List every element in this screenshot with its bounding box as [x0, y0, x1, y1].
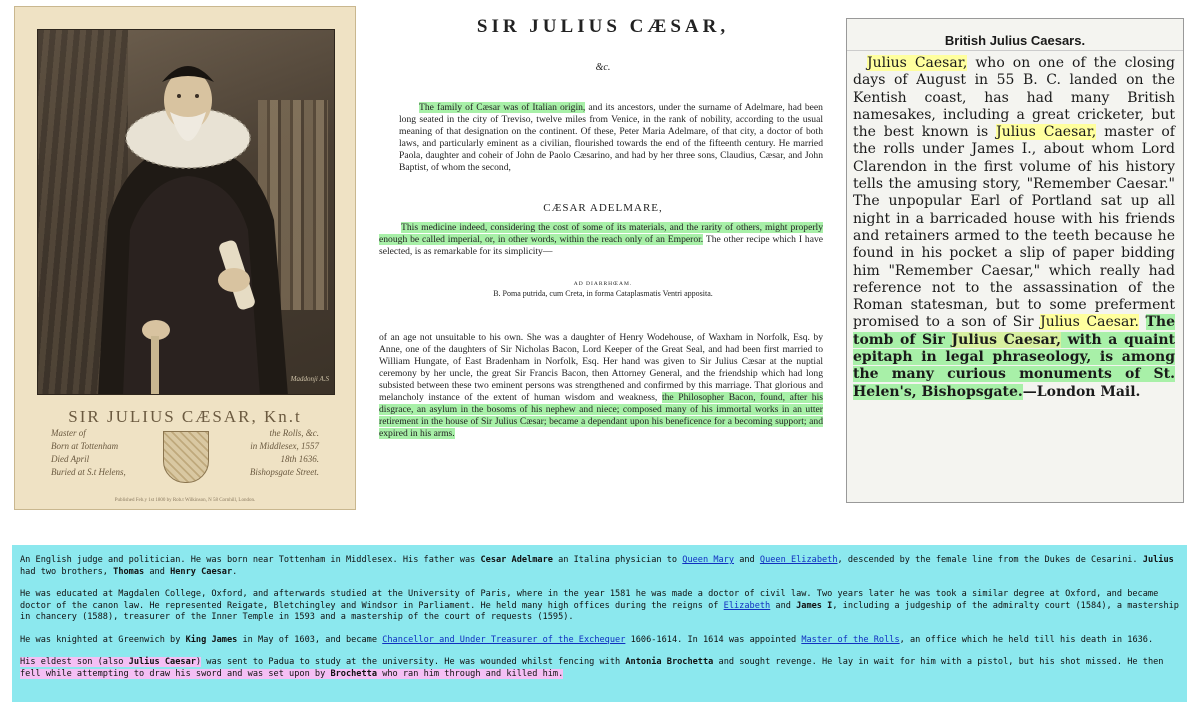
paragraph-text: The other recipe which I have selected, is as remarkable for its simplicity—	[379, 234, 824, 257]
highlight-green: the Philosopher Bacon, found, after his disgrace, an asylum in the bosoms of his nephew and niece; composed many of his immortal works in an utter retirement in the house of Sir Julius Cæsar; became a dependant upon his beneficence for a becoming support; and expired in his arms.	[379, 392, 823, 439]
bio-text: He was knighted at Greenwich by	[20, 634, 186, 645]
bio-text: An English judge and politician. He was born near Tottenham in Middlesex. His father was	[20, 555, 481, 565]
bio-keyword: Antonia Brochetta	[625, 657, 714, 667]
bio-keyword: James I	[796, 600, 833, 611]
highlight-yellow: Julius Caesar,	[867, 55, 968, 71]
bio-text: and	[734, 555, 760, 565]
clipping-title: British Julius Caesars.	[847, 19, 1183, 51]
portrait-name: SIR JULIUS CÆSAR, Kn.t	[68, 407, 302, 426]
book-subheading: CÆSAR ADELMARE,	[543, 202, 663, 214]
bio-text: fell while attempting to draw his sword and was set upon by	[20, 668, 331, 679]
portrait-image	[37, 29, 335, 395]
caption-right: the Rolls, &c.	[269, 428, 319, 438]
bio-paragraph	[20, 657, 1179, 680]
bio-text: , including a judgeship of the admiralty court (1584), a mastership in chancery (1588), treasurer of the Inner Temple in 1593 and a mastership of the court of requests (1595).	[20, 600, 1179, 622]
caption-right: Bishopsgate Street.	[249, 467, 319, 477]
bio-keyword: Julius	[1142, 555, 1174, 565]
publisher-line: Published Feb.y 1st 1800 by Rob.t Wilkinson, N 58 Cornhill, London.	[114, 498, 256, 503]
clipping-text: who on one of the closing days of August in 55 B. C. landed on the Kentish coast, has had many British namesakes, including a great cricketer, but the best known is	[853, 55, 1175, 141]
book-paragraph-medicine	[379, 222, 823, 258]
book-paragraph-family	[399, 102, 823, 174]
link-queen-mary[interactable]: Queen Mary	[682, 555, 735, 565]
bio-text: had two brothers,	[20, 566, 114, 577]
bio-text: and	[770, 600, 797, 611]
sitter-figure	[38, 30, 335, 395]
paragraph-text: and its ancestors, under the surname of Adelmare, had been long seated in the city of Treviso, twelve miles from Venice, in the rank of nobility, according to the usual meaning of that designation on the continent. Of these, Peter Maria Adelmare, of that city, a doctor of both laws, and particularly eminent as a civilian, flourished towards the end of the fifteenth century. He married Paola, daughter and coheir of John de Paolo Cæsarino, and had by her three sons, Claudius, Cæsar, and John Baptist, of whom the second,	[399, 102, 823, 173]
bio-keyword: King James	[185, 634, 238, 645]
artist-mark: Maddonji A.S	[290, 375, 329, 383]
caption-left: Born at Tottenham	[51, 441, 119, 451]
book-etc: &c.	[595, 62, 611, 73]
bio-text: His eldest son (also	[20, 657, 129, 667]
caption-left: Buried at S.t Helens,	[51, 467, 126, 477]
highlight-yellow-green: Julius Caesar,	[951, 331, 1061, 348]
bio-text: .	[232, 566, 238, 577]
bio-text: , an office which he held till his death in 1636.	[899, 634, 1154, 645]
highlight-yellow: Julius Caesar.	[1040, 314, 1139, 331]
caption-left: Master of	[51, 428, 86, 438]
bio-text: an Italina physician to	[552, 555, 683, 565]
bio-text: , descended by the female line from the Dukes de Cesarini.	[837, 555, 1143, 565]
paragraph-text: of an age not unsuitable to his own. She was a daughter of Henry Wodehouse, of Waxham in Norfolk, Esq. by Anne, one of the daughters of Sir Nicholas Bacon, Lord Keeper of the Great Seal, and had been first married to William Hungate, of East Bradenham in Norfolk, Esq. Her hand was given to Sir Julius Cæsar at the nuptial ceremony by her uncle, the great Sir Francis Bacon, then Attorney General, and the friendship which had long subsisted between these two eminent persons was strengthened and confirmed by this marriage. That glorious and melancholy instance of the extent of human wisdom and weakness,	[379, 332, 823, 403]
clipping-source: —London Mail.	[1022, 383, 1141, 400]
bio-text: was sent to Padua to study at the university. He was wounded whilst fencing with	[201, 657, 626, 667]
link-master-of-the-rolls[interactable]: Master of the Rolls	[801, 634, 900, 645]
bio-paragraph	[20, 555, 1179, 578]
highlight-green: The family of Cæsar was of Italian origin,	[419, 102, 586, 113]
bio-text: 1606-1614. In 1614 was appointed	[625, 634, 802, 645]
link-chancellor-exchequer[interactable]: Chancellor and Under Treasurer of the Exchequer	[382, 634, 626, 645]
book-heading: SIR JULIUS CÆSAR,	[476, 16, 730, 37]
bio-paragraph	[20, 635, 1179, 647]
bio-keyword: Julius Caesar	[128, 657, 196, 667]
portrait-engraving	[14, 6, 356, 510]
link-elizabeth[interactable]: Elizabeth	[723, 600, 771, 611]
coat-of-arms	[163, 431, 209, 483]
book-page	[373, 6, 833, 501]
clipping-body	[847, 51, 1183, 401]
bio-keyword: Henry Caesar	[170, 566, 233, 577]
highlight-green: with a quaint epitaph in legal phraseology, is among the many curious monuments of St. Helen's, Bishopsgate.	[853, 331, 1175, 400]
bio-text: )	[195, 657, 202, 667]
highlight-green: The tomb of Sir	[853, 314, 1176, 348]
book-paragraph-bacon	[379, 332, 823, 440]
bio-text: who ran him through and killed him.	[377, 668, 564, 679]
recipe-title: AD DIARRHŒAM.	[573, 281, 633, 287]
biography-panel	[12, 545, 1187, 702]
bio-keyword: Cesar Adelmare	[480, 555, 553, 565]
highlight-green: This medicine indeed, considering the cost of some of its materials, and the rarity of others, might properly enough be called imperial, or, in other words, within the reach only of an Emperor.	[379, 222, 823, 245]
recipe-text: B. Poma putrida, cum Creta, in forma Cataplasmatis Ventri apposita.	[493, 289, 713, 298]
newspaper-clipping	[846, 18, 1184, 503]
clipping-text	[1139, 314, 1146, 330]
bio-text: and	[144, 566, 171, 577]
bio-text: in May of 1603, and became	[237, 634, 383, 645]
bio-text: and sought revenge. He lay in wait for him with a pistol, but his shot missed. He then	[713, 657, 1164, 667]
bio-keyword: Thomas	[113, 566, 145, 577]
highlight-pink	[20, 669, 563, 679]
highlight-yellow: Julius Caesar,	[996, 124, 1097, 141]
bio-keyword: Brochetta	[330, 668, 378, 679]
caption-right: in Middlesex, 1557	[250, 441, 319, 451]
caption-left: Died April	[51, 454, 90, 464]
caption-right: 18th 1636.	[280, 454, 319, 464]
clipping-text: master of the rolls under James I., about whom Lord Clarendon in the first volume of his history tells the amusing story, "Remember Caesar." The unpopular Earl of Portland sat up all night in a barricaded house with his friends and retainers armed to the teeth because he found in his pocket a slip of paper bidding him "Remember Caesar," which really had reference not to the assassination of the Roman statesman, but to some preferment promised to a son of Sir	[853, 124, 1175, 331]
bio-text: He was educated at Magdalen College, Oxford, and afterwards studied at the University of Paris, where in the year 1581 he was made a doctor of civil law. Two years later he was took a similar degree at Oxford, and became doctor of the canon law. He represented Reigate, Bletchingley and Windsor in Parliament. He held many high offices during the reigns of	[20, 589, 1159, 611]
highlight-pink	[20, 657, 201, 667]
bio-paragraph	[20, 589, 1179, 624]
link-queen-elizabeth[interactable]: Queen Elizabeth	[759, 555, 838, 565]
